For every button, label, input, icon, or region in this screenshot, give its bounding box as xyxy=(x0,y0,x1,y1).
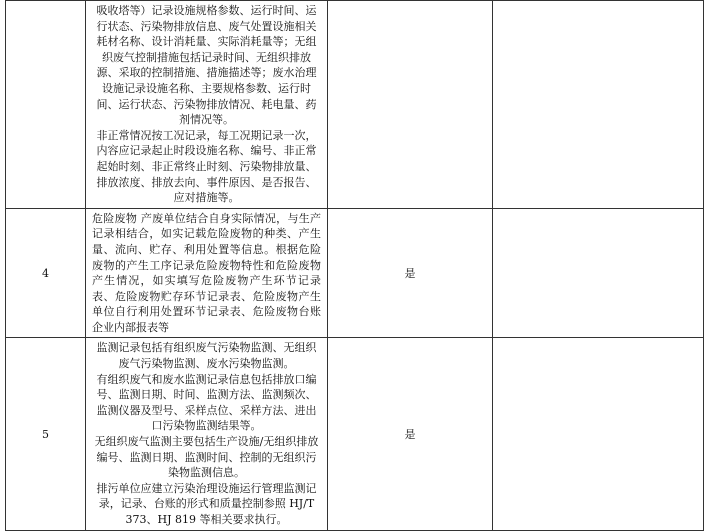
row-number: 5 xyxy=(6,338,86,530)
table-row xyxy=(6,1,704,209)
remarks-cell xyxy=(493,338,704,530)
description-paragraph: 监测记录包括有组织废气污染物监测、无组织废气污染物监测、废水污染物监测。 xyxy=(96,341,317,371)
description-paragraph: 排污单位应建立污染治理设施运行管理监测记录，记录、台账的形式和质量控制参照 HJ/T 373、HJ 819 等相关要求执行。 xyxy=(96,481,317,526)
description-paragraph: 有组织废气和废水监测记录信息包括排放口编号、监测日期、时间、监测方法、监测频次、监测仪器及型号、采样点位、采样方法、进出口污染物监测结果等。 xyxy=(96,372,317,433)
compliance-cell: 是 xyxy=(328,338,493,530)
table-row xyxy=(6,208,704,338)
compliance-cell: 是 xyxy=(328,208,493,338)
row-number xyxy=(6,1,86,209)
record-description xyxy=(86,338,328,530)
record-description xyxy=(86,208,328,338)
remarks-cell xyxy=(493,208,704,338)
table-row xyxy=(6,338,704,530)
description-paragraph: 非正常情况按工况记录，每工况期记录一次，内容应记录起止时段设施名称、编号、非正常起始时刻、非正常终止时刻、污染物排放量、排放浓度、排放去向、事件原因、是否报告、应对措施等。 xyxy=(96,128,317,205)
record-requirements-table xyxy=(5,0,704,531)
description-paragraph: 危险废物 产废单位结合自身实际情况，与生产记录相结合，如实记载危险废物的种类、产生量、流向、贮存、利用处置等信息。根据危险废物的产生工序记录危险废物特性和危险废物产生情况，如实填写危险废物产生环节记录表、危险废物贮存环节记录表、危险废物产生单位自行利用处置环节记录表、危险废物台账企业内部报表等 xyxy=(92,211,321,334)
compliance-cell xyxy=(328,1,493,209)
row-number: 4 xyxy=(6,208,86,338)
remarks-cell xyxy=(493,1,704,209)
description-paragraph: 无组织废气监测主要包括生产设施/无组织排放编号、监测日期、监测时间、控制的无组织污染物监测信息。 xyxy=(94,435,319,480)
record-description xyxy=(86,1,328,209)
description-paragraph: 吸收塔等）记录设施规格参数、运行时间、运行状态、污染物排放信息、废气处置设施相关耗材名称、设计消耗量、实际消耗量等；无组织废气控制措施包括记录时间、无组织排放源、采取的控制措施、措施描述等；废水治理设施记录设施名称、主要规格参数、运行时间、运行状态、污染物排放情况、耗电量、药剂情况等。 xyxy=(96,4,317,127)
